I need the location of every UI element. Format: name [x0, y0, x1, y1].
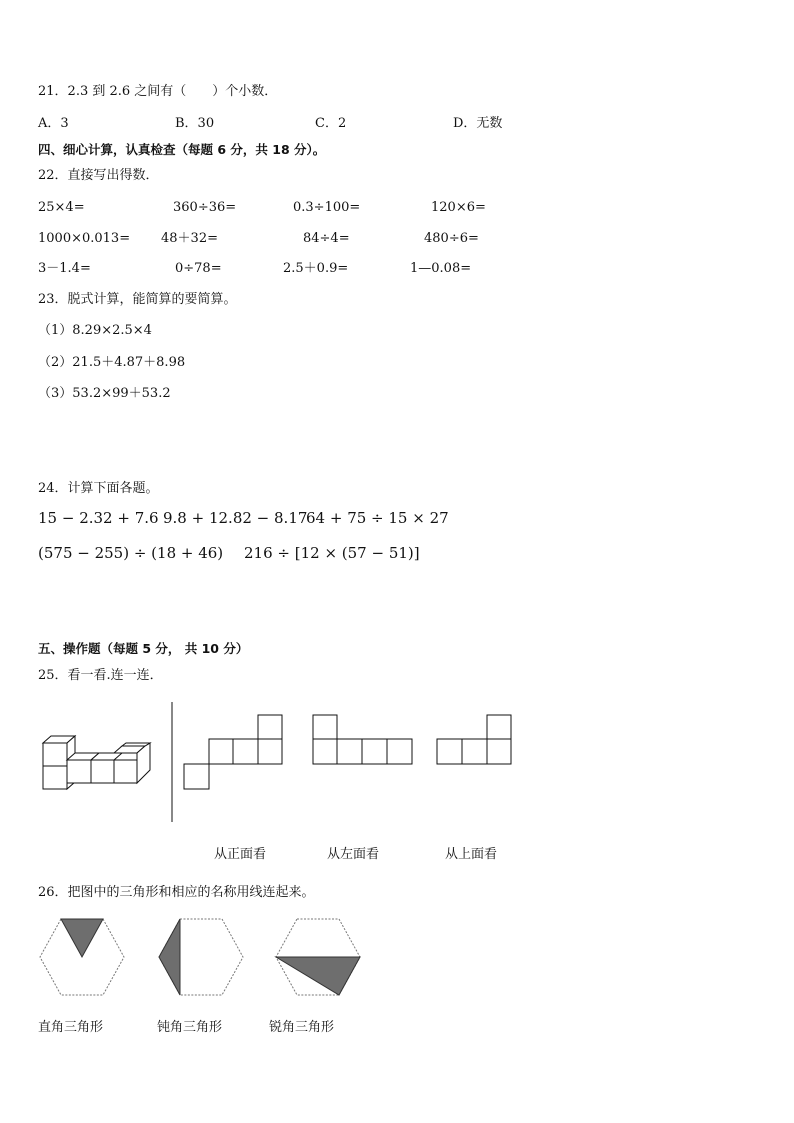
q22-item: 0÷78=	[175, 261, 222, 276]
q21-stem: 21．2.3 到 2.6 之间有（ ）个小数．	[38, 84, 278, 99]
hexagon-figure-3	[276, 919, 360, 995]
q22-item: 0.3÷100=	[293, 200, 361, 215]
view-label-front: 从正面看	[214, 847, 267, 862]
q24-expr: 216 ÷ [12 × (57 − 51)]	[244, 544, 420, 562]
q24-stem: 24．计算下面各题。	[38, 481, 159, 496]
view-shape-1	[184, 715, 282, 789]
q23-item-2: （2）21.5＋4.87＋8.98	[38, 355, 186, 370]
q23-stem: 23．脱式计算，能简算的要简算。	[38, 292, 237, 307]
q22-item: 480÷6=	[424, 231, 479, 246]
q21-option-b: B．30	[175, 116, 215, 131]
q24-expr: 9.8 + 12.82 − 8.17	[163, 509, 308, 527]
view-label-left: 从左面看	[327, 847, 380, 862]
q22-item: 1000×0.013=	[38, 231, 131, 246]
section5-heading: 五、操作题（每题 5 分， 共 10 分）	[38, 641, 249, 656]
q21-option-a: A．3	[38, 116, 69, 131]
triangle-name-acute: 锐角三角形	[269, 1020, 335, 1035]
q22-item: 120×6=	[431, 200, 486, 215]
triangle-name-obtuse: 钝角三角形	[157, 1020, 223, 1035]
q23-item-1: （1）8.29×2.5×4	[38, 323, 152, 338]
q22-item: 25×4=	[38, 200, 85, 215]
q22-item: 84÷4=	[303, 231, 350, 246]
q23-item-3: （3）53.2×99＋53.2	[38, 386, 171, 401]
q22-item: 2.5＋0.9=	[283, 261, 349, 276]
q25-stem: 25．看一看.连一连．	[38, 668, 163, 683]
view-label-top: 从上面看	[445, 847, 498, 862]
q24-expr: (575 − 255) ÷ (18 + 46)	[38, 544, 224, 562]
view-shape-3	[437, 715, 511, 764]
hexagon-figure-1	[40, 919, 124, 995]
q22-stem: 22．直接写出得数．	[38, 168, 159, 183]
hexagon-figure-2	[159, 919, 243, 995]
view-shape-2	[313, 715, 412, 764]
q22-item: 3－1.4=	[38, 261, 91, 276]
q24-expr: 15 − 2.32 + 7.6	[38, 509, 159, 527]
q24-expr: 64 + 75 ÷ 15 × 27	[306, 509, 449, 527]
triangle-name-right: 直角三角形	[38, 1020, 104, 1035]
q22-item: 360÷36=	[173, 200, 237, 215]
q22-item: 1—0.08=	[410, 261, 472, 276]
q26-stem: 26．把图中的三角形和相应的名称用线连起来。	[38, 885, 315, 900]
q21-option-d: D．无数	[453, 116, 503, 131]
cube-stack-3d	[43, 736, 150, 789]
q22-item: 48＋32=	[161, 231, 218, 246]
q21-option-c: C．2	[315, 116, 347, 131]
section4-heading: 四、细心计算，认真检查（每题 6 分，共 18 分）。	[38, 142, 326, 157]
